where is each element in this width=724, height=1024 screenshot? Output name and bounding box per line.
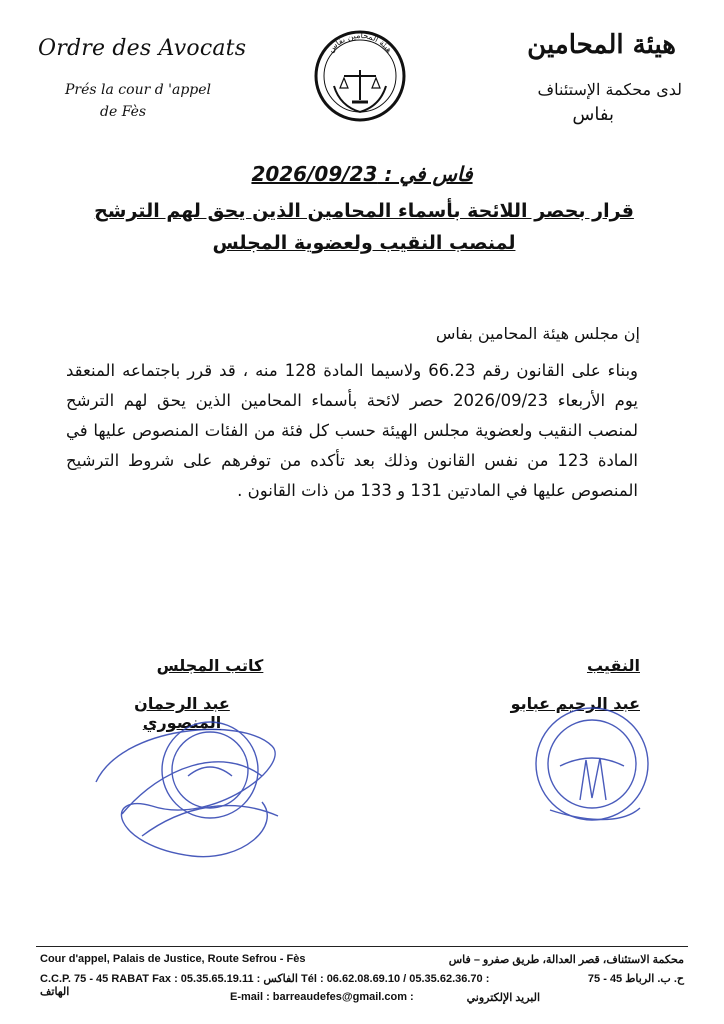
header-ar-court: لدى محكمة الإستئناف — [537, 80, 682, 99]
footer-address-fr: Cour d'appel, Palais de Justice, Route Sefrou - Fès — [40, 953, 306, 965]
signatory-name-batonnier: عبد الرحيم عبابو — [510, 694, 640, 713]
footer-email: E-mail : barreaudefes@gmail.com : — [230, 991, 414, 1003]
footer-divider — [36, 946, 688, 947]
header-ar-title: هيئة المحامين — [527, 30, 676, 60]
header-ar-city: بفاس — [572, 104, 614, 125]
signatory-title-batonnier: النقيب — [586, 656, 640, 675]
header-fr-court: Prés la cour d 'appel — [65, 82, 212, 98]
logo-text: هيئة المحامين بفاس — [326, 30, 394, 55]
document-body: وبناء على القانون رقم 66.23 ولاسيما المادة 128 منه ، قد قرر باجتماعه المنعقد يوم الأربعاء 2026/09/23 حصر لائحة بأسماء المحامين الذين يحق لهم الترشح لمنصب النقيب ولعضوية مجلس الهيئة حسب كل فئة من الفئات المنصوص عليها في المادة 123 من نفس القانون وذلك بعد تأكده من توفرهم على شروط الترشيح المنصوص عليها في المادتين 131 و 133 من ذات القانون . — [66, 361, 639, 500]
document-title-line-1: قرار بحصر اللائحة بأسماء المحامين الذين يحق لهم الترشح — [94, 200, 634, 222]
secretary-stamp-and-signature — [92, 706, 292, 866]
footer-address-ar: محكمة الاستئناف، قصر العدالة، طريق صفرو – فاس — [448, 954, 684, 966]
signatory-title-secretary: كاتب المجلس — [156, 656, 264, 675]
document-intro: إن مجلس هيئة المحامين بفاس — [435, 324, 640, 343]
footer-postal-account-ar: ح. ب. الرباط 45 - 75 — [587, 973, 684, 985]
header-fr-title: Ordre des Avocats — [38, 36, 247, 61]
signatory-name-secretary: عبد الرحمان المنصوري — [134, 694, 230, 732]
header-fr-city: de Fès — [100, 104, 147, 120]
document-title-line-2: لمنصب النقيب ولعضوية المجلس — [212, 232, 516, 254]
bar-association-logo — [312, 24, 408, 128]
footer-email-label-ar: البريد الإلكتروني — [466, 992, 540, 1004]
document-date: فاس في : 2026/09/23 — [251, 162, 473, 186]
footer-contact-numbers: C.C.P. 75 - 45 RABAT Fax : 05.35.65.19.11 : الفاكس Tél : 06.62.08.69.10 / 05.35.62.36.70 : الهاتف — [40, 973, 490, 998]
batonnier-stamp-and-signature — [520, 700, 660, 840]
